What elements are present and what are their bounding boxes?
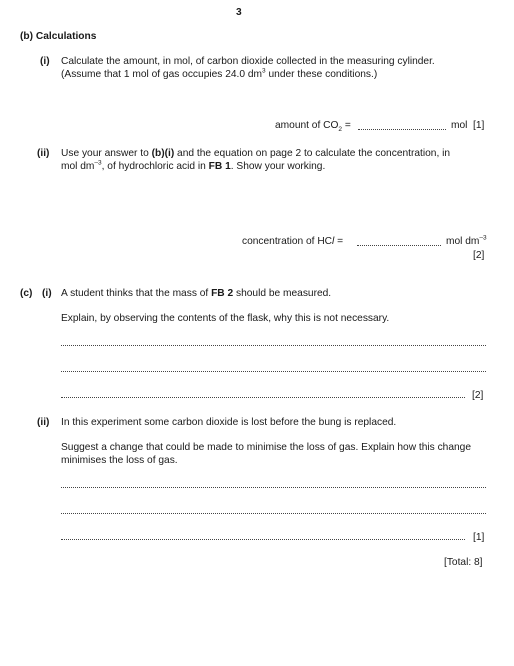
question-b-i-text-line1: Calculate the amount, in mol, of carbon dioxide collected in the measuring cylinder. [61,56,435,67]
answer-c-i-line-3[interactable] [61,397,465,398]
answer-c-ii-line-3[interactable] [61,539,465,540]
marks-c-i: [2] [472,390,484,401]
question-b-ii-label: (ii) [37,148,50,159]
answer-b-ii-label: concentration of HCl = [242,236,344,247]
question-c-ii-text-line2: Suggest a change that could be made to minimise the loss of gas. Explain how this change [61,442,472,453]
answer-b-ii-line[interactable] [357,245,441,246]
question-c-i-text-line1: A student thinks that the mass of FB 2 should be measured. [61,288,332,299]
total-marks: [Total: 8] [444,557,483,568]
question-b-ii-text-line2: mol $dm^{-3}$, of hydrochloric acid in FB 1. Show your working. [61,159,326,172]
section-b-heading: (b) Calculations [20,31,97,42]
answer-b-i-unit: mol [451,120,468,131]
answer-b-i-label: amount of $CO_2$ = [275,120,351,134]
question-c-i-text-line2: Explain, by observing the contents of the flask, why this is not necessary. [61,313,390,324]
question-c-ii-text-line3: minimises the loss of gas. [61,455,178,466]
marks-b-ii: [2] [473,250,485,261]
question-c-i-label: (i) [42,288,52,299]
answer-b-ii-unit: mol $dm^{-3}$ [446,234,487,247]
marks-b-i: [1] [473,120,485,131]
question-b-ii-text-line1: Use your answer to (b)(i) and the equation on page 2 to calculate the concentration, in [61,148,451,159]
question-c-ii-text-line1: In this experiment some carbon dioxide is lost before the bung is replaced. [61,417,397,428]
answer-b-i-line[interactable] [358,129,446,130]
marks-c-ii: [1] [473,532,485,543]
question-b-i-text-line2: (Assume that 1 mol of gas occupies 24.0 $dm^3$ under these conditions.) [61,67,378,80]
answer-c-i-line-1[interactable] [61,345,486,346]
answer-c-i-line-2[interactable] [61,371,486,372]
question-c-ii-label: (ii) [37,417,50,428]
answer-c-ii-line-1[interactable] [61,487,486,488]
answer-c-ii-line-2[interactable] [61,513,486,514]
section-c-label: (c) [20,288,33,299]
page-number: 3 [236,7,242,18]
question-b-i-label: (i) [40,56,50,67]
